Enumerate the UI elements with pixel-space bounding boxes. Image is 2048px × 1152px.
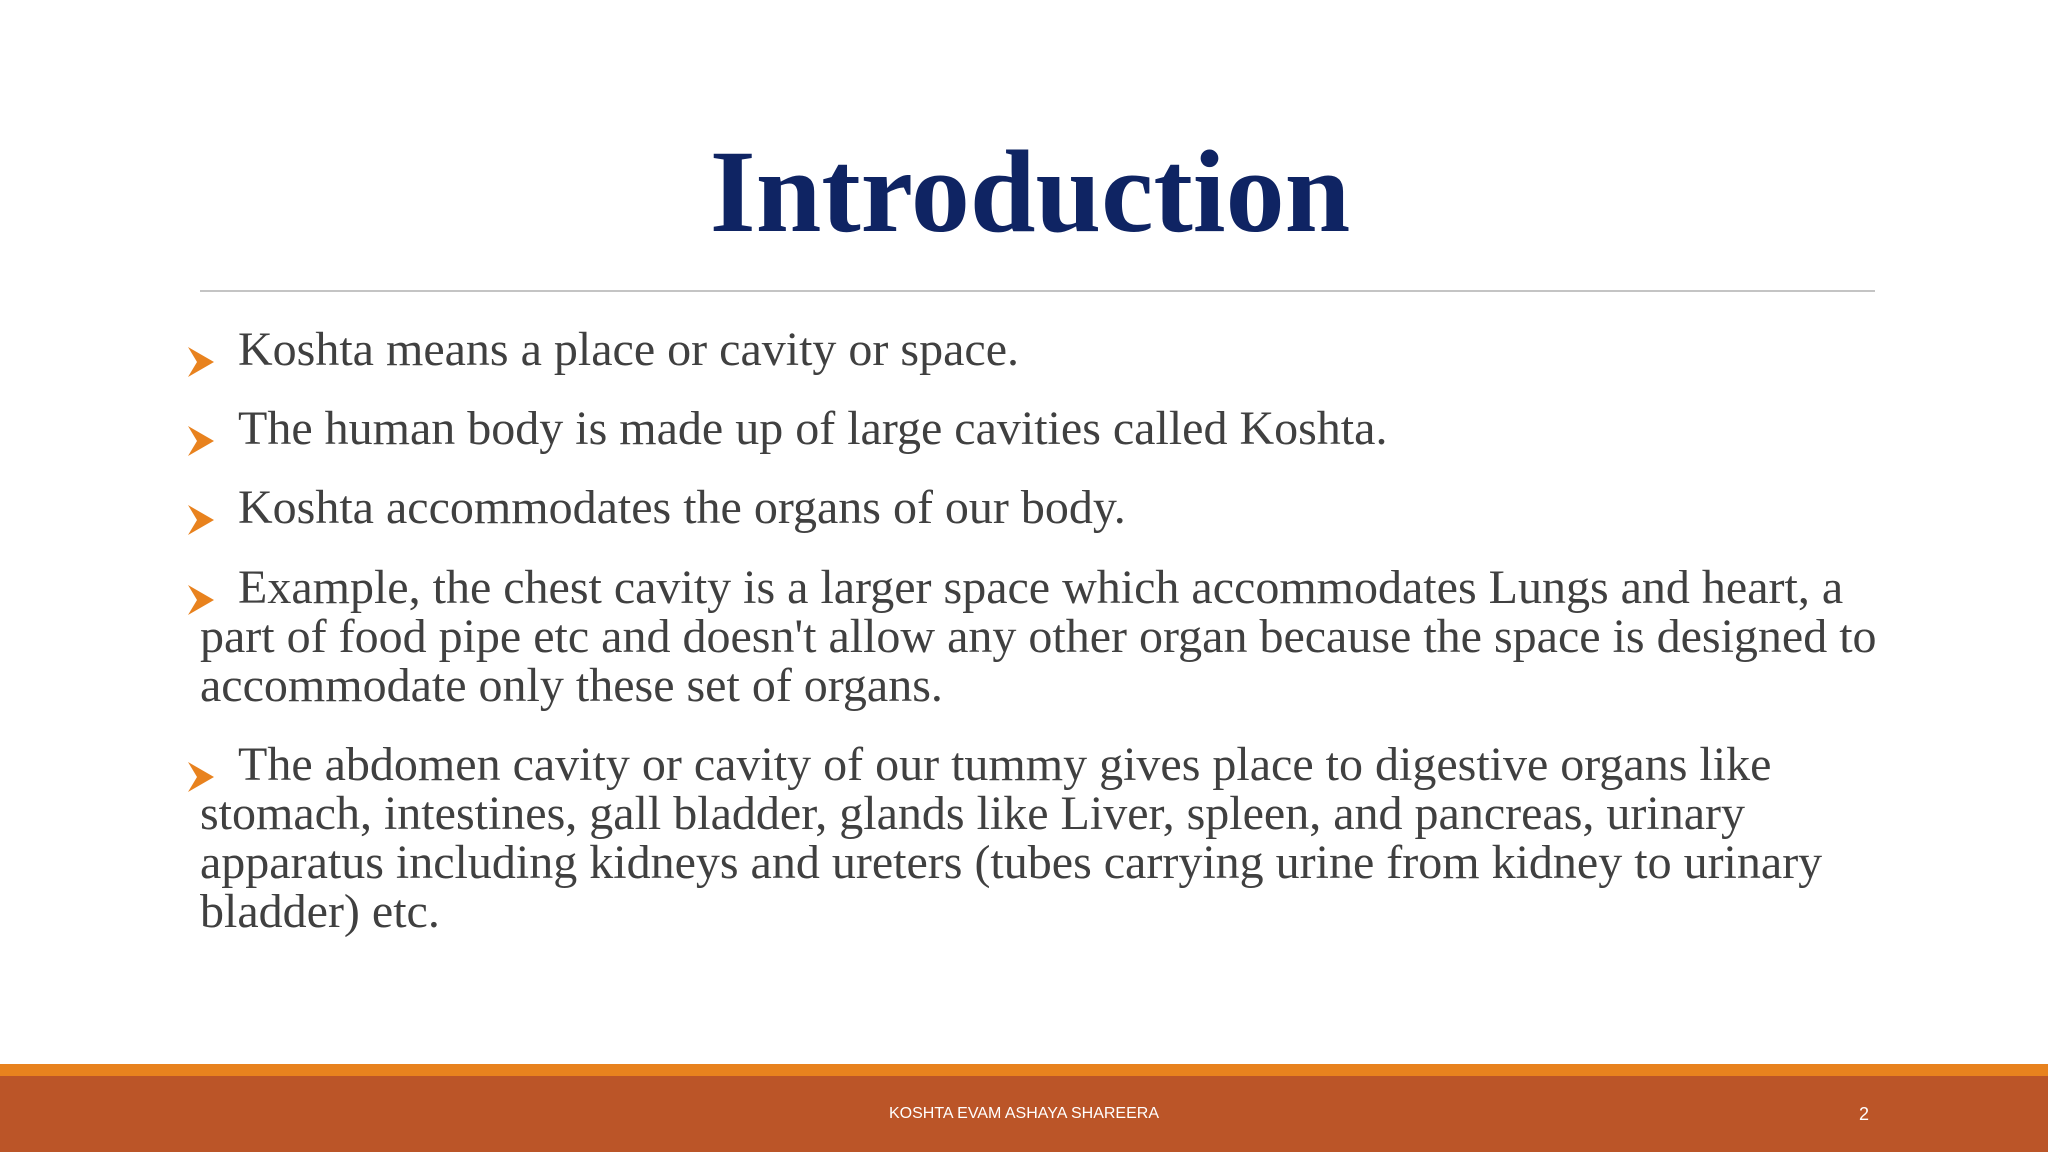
bullet-item — [200, 325, 1890, 374]
footer-bar — [0, 1076, 2048, 1152]
bullet-item — [200, 483, 1890, 532]
arrow-bullet-icon — [188, 416, 214, 446]
bullet-text: Koshta accommodates the organs of our body. — [238, 481, 1126, 534]
arrow-bullet-icon — [188, 575, 214, 605]
bullet-item — [200, 404, 1890, 453]
footer-title: KOSHTA EVAM ASHAYA SHAREERA — [888, 1105, 1159, 1122]
bullet-text: The abdomen cavity or cavity of our tummy gives place to digestive organs like stomach, intestines, gall bladder, glands like Liver, spleen, and pancreas, urinary apparatus including kidneys and ureters (tubes carrying urine from kidney to urinary bladder) etc. — [200, 738, 1823, 938]
bullet-text: Example, the chest cavity is a larger space which accommodates Lungs and heart, a part of food pipe etc and doesn't allow any other organ because the space is designed to accommodate only these set of organs. — [200, 561, 1877, 712]
arrow-bullet-icon — [188, 337, 214, 367]
arrow-bullet-icon — [188, 495, 214, 525]
bullet-text: The human body is made up of large cavities called Koshta. — [238, 402, 1388, 455]
bullet-item — [200, 740, 1890, 936]
arrow-bullet-icon — [188, 752, 214, 782]
bullet-item — [200, 563, 1890, 710]
bullet-text: Koshta means a place or cavity or space. — [238, 323, 1020, 376]
slide-title: Introduction — [709, 126, 1351, 257]
footer-accent-stripe — [0, 1064, 2048, 1076]
page-number: 2 — [1858, 1104, 1869, 1124]
